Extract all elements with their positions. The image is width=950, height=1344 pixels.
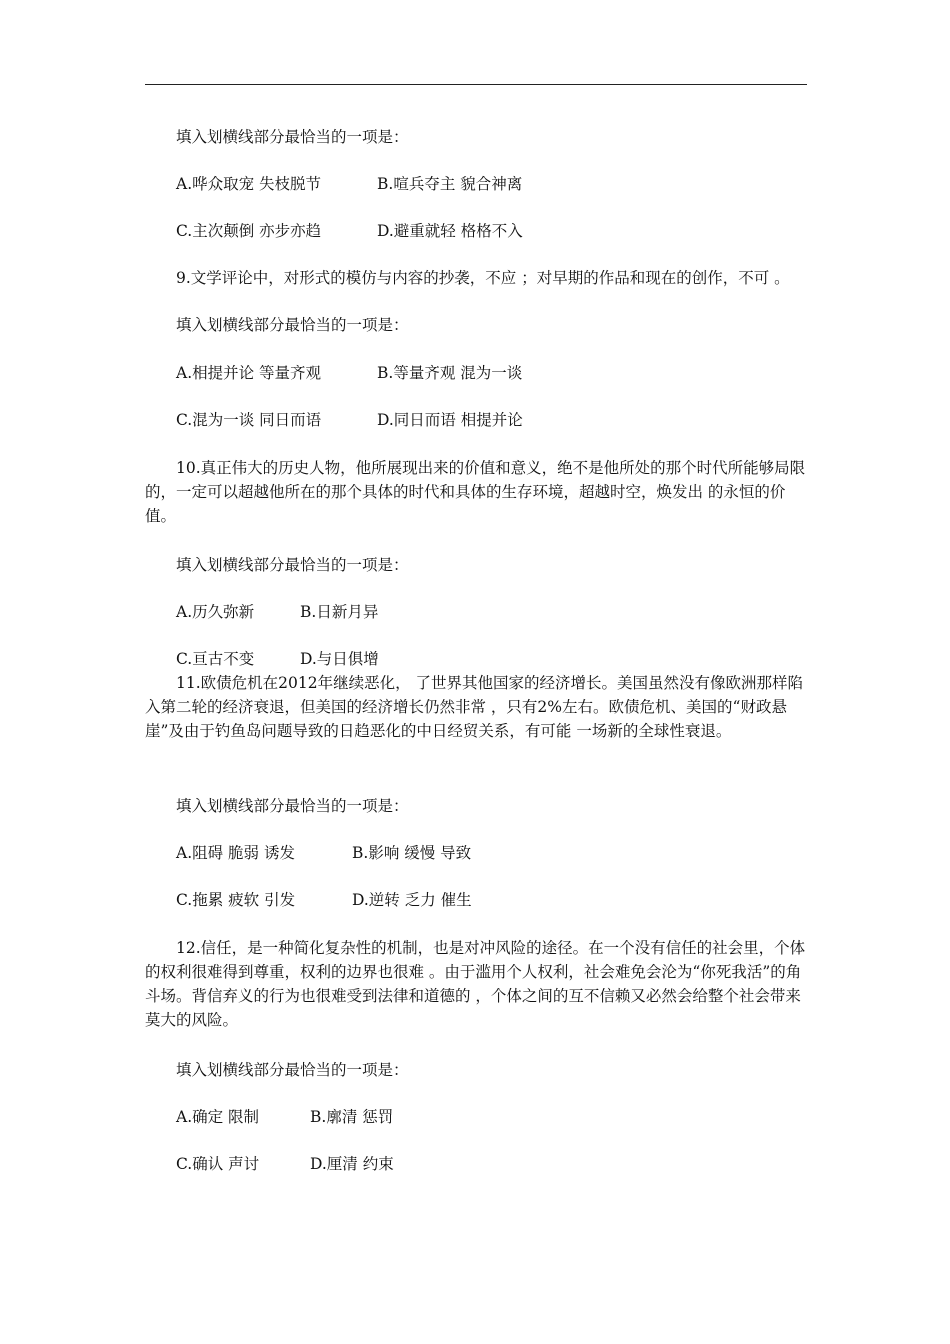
q11-option-d[interactable]: D.逆转 乏力 催生 (352, 891, 472, 909)
q11-option-b[interactable]: B.影响 缓慢 导致 (352, 844, 472, 862)
q10-stem: 10.真正伟大的历史人物，他所展现出来的价值和意义，绝不是他所处的那个时代所能够局限的，一定可以超越他所在的那个具体的时代和具体的生存环境，超越时空，焕发出 的永恒的价值。 (145, 459, 806, 525)
q12-option-d[interactable]: D.厘清 约束 (310, 1155, 394, 1173)
q8-option-a[interactable]: A.哗众取宠 失枝脱节 (176, 175, 322, 193)
q11-prompt: 填入划横线部分最恰当的一项是： (176, 797, 409, 815)
q12-prompt: 填入划横线部分最恰当的一项是： (176, 1061, 409, 1079)
q10-option-a[interactable]: A.历久弥新 (176, 603, 255, 621)
q10-prompt: 填入划横线部分最恰当的一项是： (176, 556, 409, 574)
q8-option-d[interactable]: D.避重就轻 格格不入 (377, 222, 523, 240)
q9-prompt: 填入划横线部分最恰当的一项是： (176, 316, 409, 334)
header-rule (145, 84, 807, 85)
q8-option-c[interactable]: C.主次颠倒 亦步亦趋 (176, 222, 322, 240)
q9-option-b[interactable]: B.等量齐观 混为一谈 (377, 364, 523, 382)
q10-option-c[interactable]: C.亘古不变 (176, 650, 255, 668)
q9-option-c[interactable]: C.混为一谈 同日而语 (176, 411, 322, 429)
q12-option-c[interactable]: C.确认 声讨 (176, 1155, 260, 1173)
q10-option-d[interactable]: D.与日俱增 (300, 650, 379, 668)
q10-option-b[interactable]: B.日新月异 (300, 603, 379, 621)
q8-prompt: 填入划横线部分最恰当的一项是： (176, 128, 409, 146)
q12-option-a[interactable]: A.确定 限制 (176, 1108, 260, 1126)
q9-stem: 9.文学评论中，对形式的模仿与内容的抄袭，不应 ；对早期的作品和现在的创作，不可 。 (176, 269, 790, 287)
q11-option-c[interactable]: C.拖累 疲软 引发 (176, 891, 296, 909)
q9-option-a[interactable]: A.相提并论 等量齐观 (176, 364, 322, 382)
q11-stem: 11.欧债危机在2012年继续恶化， 了世界其他国家的经济增长。美国虽然没有像欧洲那样陷入第二轮的经济衰退，但美国的经济增长仍然非常 ，只有2%左右。欧债危机、美国的“财政悬崖”及由于钓鱼岛问题导致的日趋恶化的中日经贸关系，有可能 一场新的全球性衰退。 (145, 674, 804, 740)
q11-option-a[interactable]: A.阻碍 脆弱 诱发 (176, 844, 295, 862)
q12-option-b[interactable]: B.廓清 惩罚 (310, 1108, 394, 1126)
q12-stem: 12.信任，是一种简化复杂性的机制，也是对冲风险的途径。在一个没有信任的社会里，个体的权利很难得到尊重，权利的边界也很难 。由于滥用个人权利，社会难免会沦为“你死我活”的角斗场。背信弃义的行为也很难受到法律和道德的 ，个体之间的互不信赖又必然会给整个社会带来莫大的风险。 (145, 939, 806, 1029)
q8-option-b[interactable]: B.喧兵夺主 貌合神离 (377, 175, 523, 193)
q9-option-d[interactable]: D.同日而语 相提并论 (377, 411, 523, 429)
